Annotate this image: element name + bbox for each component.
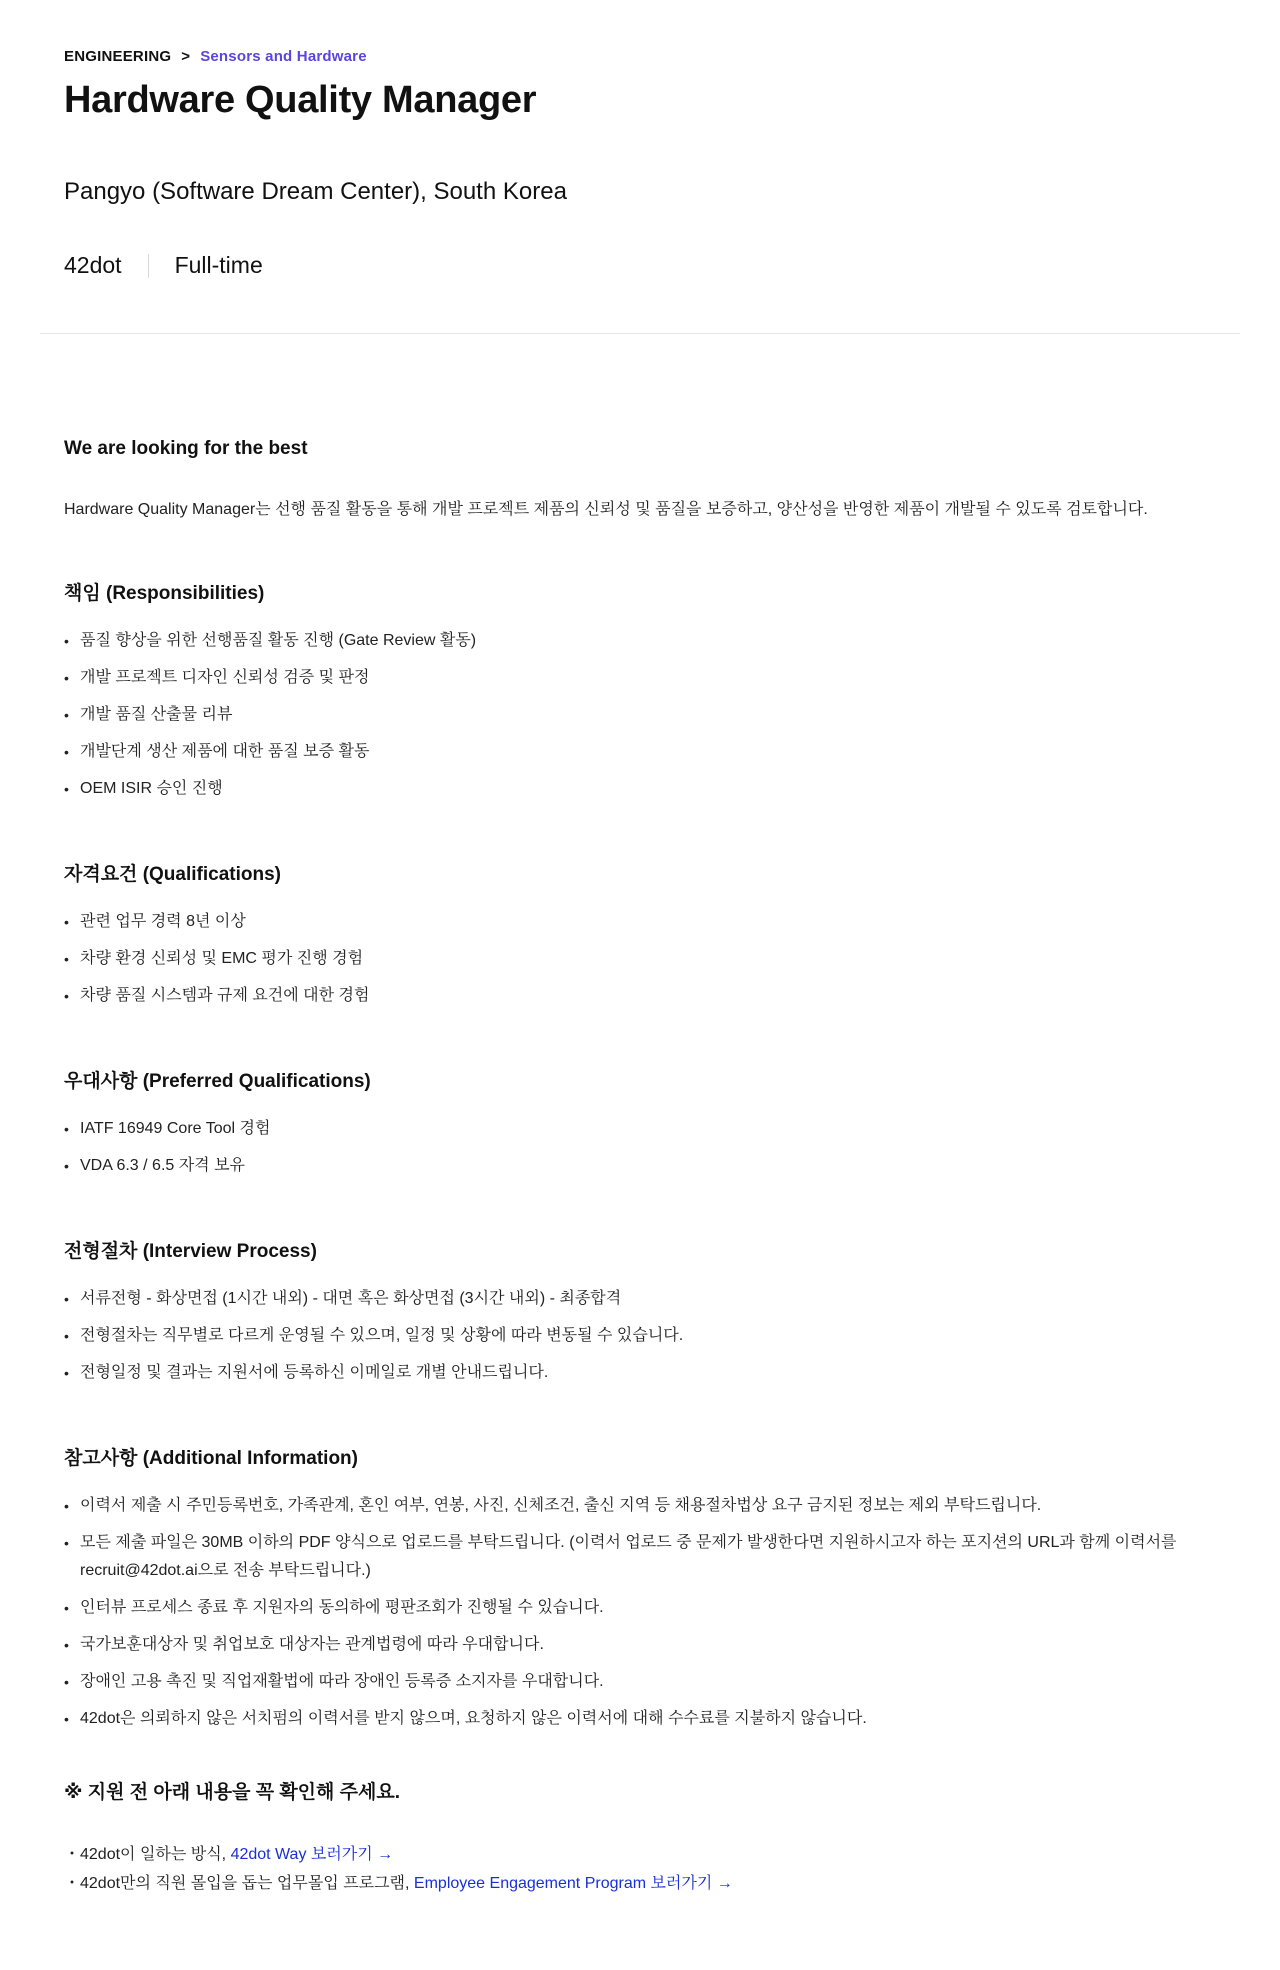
intro-heading: We are looking for the best bbox=[64, 438, 308, 459]
notice-heading: ※ 지원 전 아래 내용을 꼭 확인해 주세요. bbox=[64, 1782, 401, 1803]
list-item: • OEM ISIR 승인 진행 bbox=[64, 775, 1216, 803]
notice-line-engagement-program bbox=[64, 1869, 1216, 1898]
list-item: • 42dot은 의뢰하지 않은 서치펌의 이력서를 받지 않으며, 요청하지 않은 이력서에 대해 수수료를 지불하지 않습니다. bbox=[64, 1705, 1216, 1733]
interview-process-list bbox=[64, 1285, 1216, 1387]
notice-line-prefix: ・42dot만의 직원 몰입을 돕는 업무몰입 프로그램, bbox=[64, 1875, 414, 1892]
breadcrumb-separator: > bbox=[181, 48, 191, 65]
list-item: • 이력서 제출 시 주민등록번호, 가족관계, 혼인 여부, 연봉, 사진, 신체조건, 출신 지역 등 채용절차법상 요구 금지된 정보는 제외 부탁드립니다. bbox=[64, 1492, 1216, 1520]
intro-section bbox=[64, 438, 1216, 522]
job-header bbox=[0, 0, 1280, 279]
interview-process-heading: 전형절차 (Interview Process) bbox=[64, 1241, 317, 1262]
intro-text: Hardware Quality Manager는 선행 품질 활동을 통해 개발 프로젝트 제품의 신뢰성 및 품질을 보증하고, 양산성을 반영한 제품이 개발될 수 있도록 검토합니다. bbox=[64, 501, 1148, 518]
meta-divider bbox=[148, 254, 149, 278]
additional-info-section bbox=[64, 1443, 1216, 1733]
breadcrumb-sensors-and-hardware[interactable]: Sensors and Hardware bbox=[200, 48, 367, 65]
qualifications-list bbox=[64, 908, 1216, 1010]
list-item: • VDA 6.3 / 6.5 자격 보유 bbox=[64, 1152, 1216, 1180]
notice-links bbox=[64, 1840, 1216, 1898]
notice-line-prefix: ・42dot이 일하는 방식, bbox=[64, 1846, 231, 1863]
responsibilities-list bbox=[64, 627, 1216, 803]
additional-info-list bbox=[64, 1492, 1216, 1733]
additional-info-heading: 참고사항 (Additional Information) bbox=[64, 1448, 358, 1469]
page-title: Hardware Quality Manager bbox=[64, 79, 537, 121]
list-item: • 개발 품질 산출물 리뷰 bbox=[64, 701, 1216, 729]
preferred-heading: 우대사항 (Preferred Qualifications) bbox=[64, 1071, 371, 1092]
list-item: • 관련 업무 경력 8년 이상 bbox=[64, 908, 1216, 936]
list-item: • 인터뷰 프로세스 종료 후 지원자의 동의하에 평판조회가 진행될 수 있습니다. bbox=[64, 1594, 1216, 1622]
notice-section bbox=[64, 1777, 1216, 1898]
42dot-way-link[interactable]: 42dot Way 보러가기 → bbox=[230, 1846, 394, 1863]
list-item: • 차량 환경 신뢰성 및 EMC 평가 진행 경험 bbox=[64, 945, 1216, 973]
employment-type: Full-time bbox=[174, 252, 263, 278]
list-item: • 장애인 고용 촉진 및 직업재활법에 따라 장애인 등록증 소지자를 우대합니다. bbox=[64, 1668, 1216, 1696]
interview-process-section bbox=[64, 1236, 1216, 1387]
company-name: 42dot bbox=[64, 252, 122, 278]
list-item: • 전형일정 및 결과는 지원서에 등록하신 이메일로 개별 안내드립니다. bbox=[64, 1359, 1216, 1387]
list-item: • 개발 프로젝트 디자인 신뢰성 검증 및 판정 bbox=[64, 664, 1216, 692]
list-item: • 개발단계 생산 제품에 대한 품질 보증 활동 bbox=[64, 738, 1216, 766]
qualifications-section bbox=[64, 859, 1216, 1010]
list-item: • 서류전형 - 화상면접 (1시간 내외) - 대면 혹은 화상면접 (3시간 내외) - 최종합격 bbox=[64, 1285, 1216, 1313]
preferred-section bbox=[64, 1066, 1216, 1180]
responsibilities-heading: 책임 (Responsibilities) bbox=[64, 583, 265, 604]
responsibilities-section bbox=[64, 578, 1216, 803]
employee-engagement-program-link[interactable]: Employee Engagement Program 보러가기 → bbox=[413, 1875, 733, 1892]
breadcrumb bbox=[64, 48, 1216, 65]
list-item: • 국가보훈대상자 및 취업보호 대상자는 관계법령에 따라 우대합니다. bbox=[64, 1631, 1216, 1659]
qualifications-heading: 자격요건 (Qualifications) bbox=[64, 864, 281, 885]
list-item: • 모든 제출 파일은 30MB 이하의 PDF 양식으로 업로드를 부탁드립니다. (이력서 업로드 중 문제가 발생한다면 지원하시고자 하는 포지션의 URL과 함께 이력서를 recruit@42dot.ai으로 전송 부탁드립니다.) bbox=[64, 1529, 1216, 1585]
breadcrumb-engineering[interactable]: ENGINEERING bbox=[64, 48, 172, 65]
job-location: Pangyo (Software Dream Center), South Korea bbox=[64, 178, 567, 205]
job-meta bbox=[64, 252, 1216, 279]
list-item: • 차량 품질 시스템과 규제 요건에 대한 경험 bbox=[64, 982, 1216, 1010]
notice-line-42dot-way bbox=[64, 1840, 1216, 1869]
list-item: • 전형절차는 직무별로 다르게 운영될 수 있으며, 일정 및 상황에 따라 변동될 수 있습니다. bbox=[64, 1322, 1216, 1350]
list-item: • 품질 향상을 위한 선행품질 활동 진행 (Gate Review 활동) bbox=[64, 627, 1216, 655]
preferred-list bbox=[64, 1115, 1216, 1180]
job-description bbox=[0, 334, 1280, 1898]
list-item: • IATF 16949 Core Tool 경험 bbox=[64, 1115, 1216, 1143]
